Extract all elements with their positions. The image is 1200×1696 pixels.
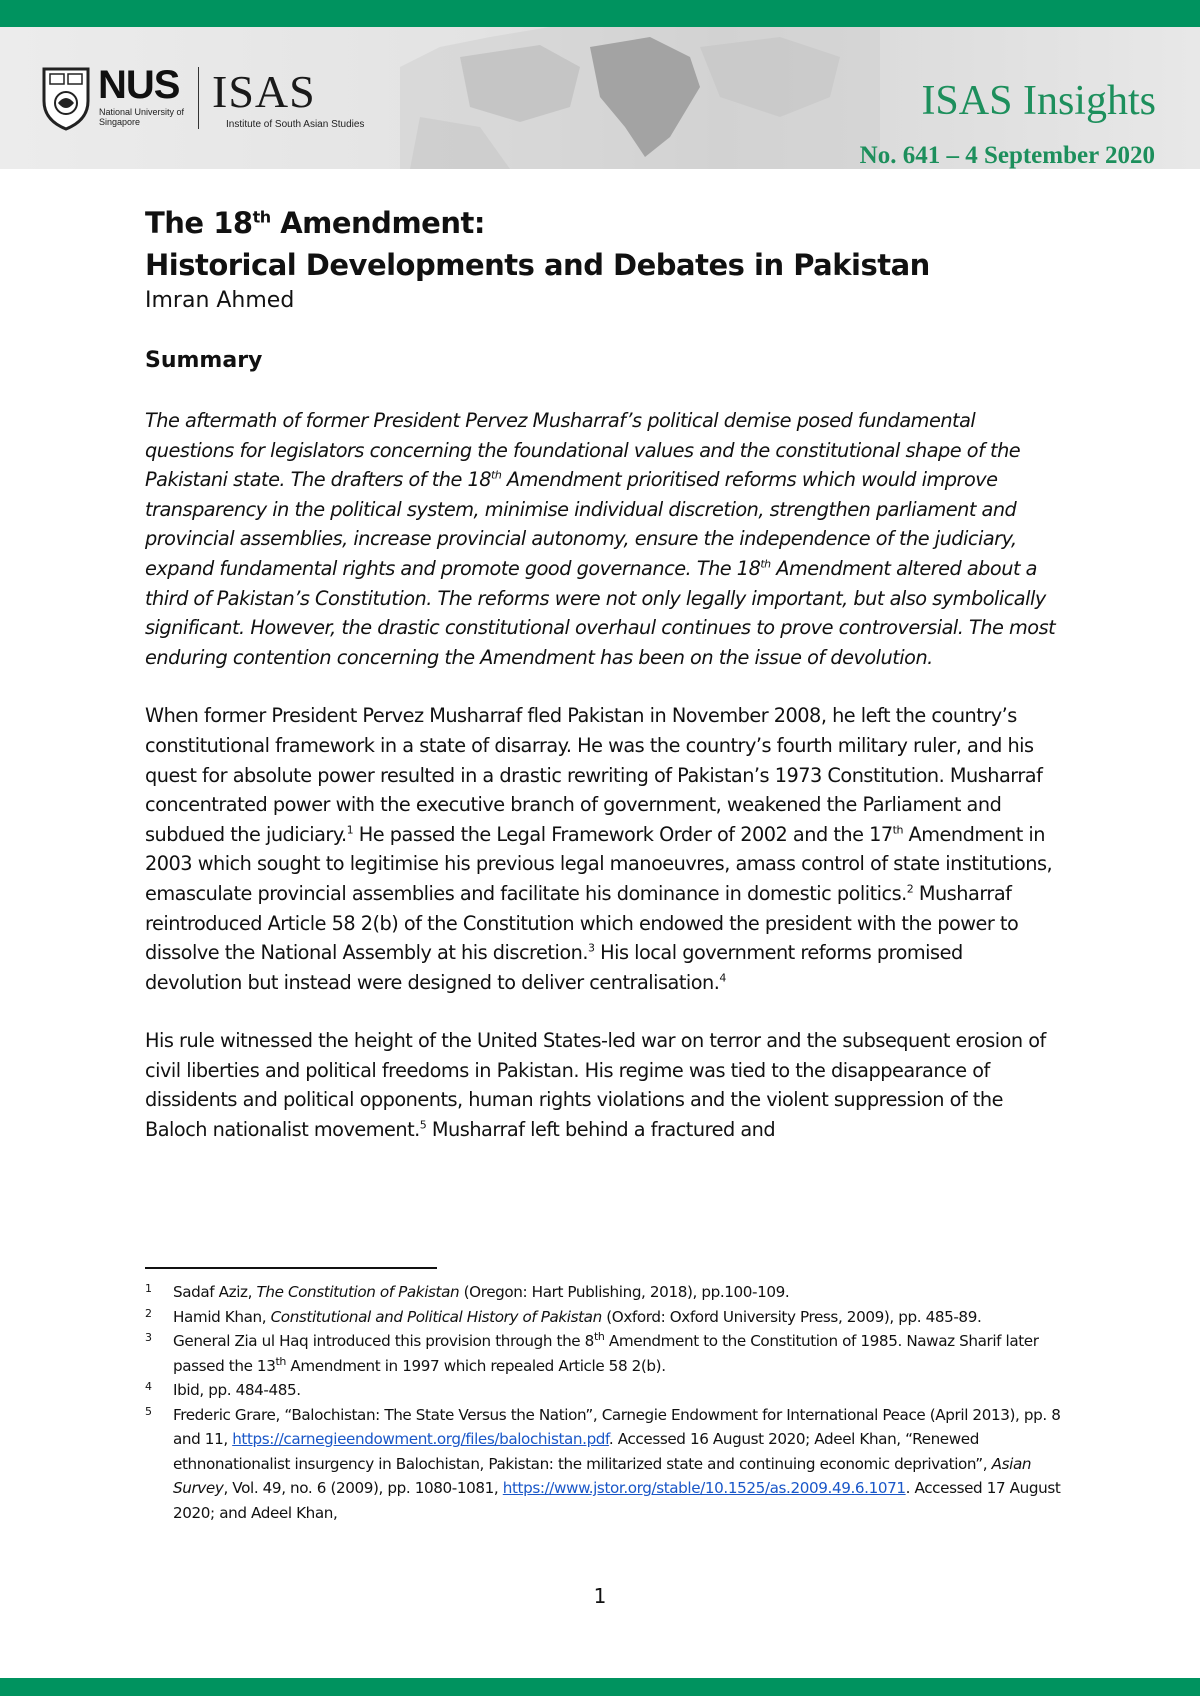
footnote-sup: th: [593, 1329, 605, 1343]
jstor-link[interactable]: https://www.jstor.org/stable/10.1525/as.2009.49.6.1071: [502, 1479, 906, 1497]
para1-text-b: He passed the Legal Framework Order of 2002 and the 17: [353, 822, 893, 846]
para1-text-d: Musharraf reintroduced Article 58 2(b) of the Constitution which endowed the president with the power to dissolve the National Assembly at his discretion.: [145, 881, 1019, 965]
footnote-1: [145, 1280, 1065, 1305]
footnotes: [145, 1280, 1065, 1525]
para1-sup-th: th: [892, 823, 903, 837]
footnote-text: (Oregon: Hart Publishing, 2018), pp.100-109.: [459, 1283, 790, 1301]
footnote-text: Amendment to the Constitution of 1985. Nawaz Sharif later passed the 13: [173, 1332, 1039, 1375]
footnote-number: 3: [145, 1331, 152, 1344]
isas-subtitle: Institute of South Asian Studies: [226, 119, 365, 130]
title-sup: th: [252, 207, 271, 227]
footnote-4: [145, 1378, 1065, 1403]
isas-logo-text: ISAS: [212, 66, 316, 117]
title-line2: Historical Developments and Debates in Pakistan: [145, 248, 930, 282]
footnote-book-title: The Constitution of Pakistan: [256, 1283, 460, 1301]
logo-divider: [198, 67, 199, 129]
logo-group: [40, 65, 400, 161]
summary-sup-2: th: [760, 557, 771, 571]
footnote-number: 2: [145, 1306, 152, 1320]
summary-heading: Summary: [145, 348, 263, 373]
footnote-text: . Accessed 17 August 2020; and Adeel Khan,: [173, 1479, 1061, 1522]
footnote-text: Amendment in 1997 which repealed Article 58 2(b).: [285, 1356, 666, 1375]
footnote-3: [145, 1329, 1065, 1378]
footnote-sup: th: [275, 1354, 286, 1368]
footnote-book-title: Constitutional and Political History of Pakistan: [270, 1307, 602, 1326]
footnote-text: . Accessed 16 August 2020; Adeel Khan, “Renewed ethnonationalist insurgency in Balochistan, Pakistan: the militarized state and continuing economic deprivation”,: [173, 1430, 992, 1473]
footnote-text: Frederic Grare, “Balochistan: The State Versus the Nation”, Carnegie Endowment for International Peace (April 2013), pp. 8 and 11,: [173, 1405, 1061, 1448]
title-line1-pre: The 18: [145, 206, 253, 240]
author-name: Imran Ahmed: [145, 288, 295, 313]
footnote-ref-3[interactable]: 3: [587, 941, 595, 955]
title-line1-post: Amendment:: [270, 206, 485, 240]
series-title: ISAS Insights: [921, 78, 1156, 124]
issue-number-date: No. 641 – 4 September 2020: [859, 142, 1155, 169]
footnote-separator: [145, 1267, 437, 1269]
footnote-number: 4: [145, 1380, 152, 1393]
nus-subtitle: National University of Singapore: [99, 107, 185, 127]
summary-text-3: Amendment altered about a third of Pakistan’s Constitution. The reforms were not only legally important, but also symbolically significant. However, the drastic constitutional overhaul continues to prove controversial. The most enduring contention concerning the Amendment has been on the issue of devolution.: [145, 556, 1056, 669]
carnegie-link[interactable]: https://carnegieendowment.org/files/balochistan.pdf: [232, 1430, 609, 1448]
para1-text-a: When former President Pervez Musharraf fled Pakistan in November 2008, he left the country’s constitutional framework in a state of disarray. He was the country’s fourth military ruler, and his quest for absolute power resulted in a drastic rewriting of Pakistan’s 1973 Constitution. Musharraf concentrated power with the executive branch of government, weakened the Parliament and subdued the judiciary.: [145, 704, 1043, 846]
summary-paragraph: [145, 406, 1065, 672]
footnote-text: Ibid, pp. 484-485.: [173, 1381, 301, 1399]
footnote-2: [145, 1305, 1065, 1330]
footnote-number: 5: [145, 1404, 152, 1418]
bottom-green-bar: [0, 1678, 1200, 1696]
top-green-bar: [0, 0, 1200, 27]
article-body: [145, 202, 1065, 1145]
para2-text-a: His rule witnessed the height of the United States-led war on terror and the subsequent erosion of civil liberties and political freedoms in Pakistan. His regime was tied to the disappearance of dissidents and political opponents, human rights violations and the violent suppression of the Baloch nationalist movement.: [145, 1029, 1046, 1142]
footnote-text: (Oxford: Oxford University Press, 2009), pp. 485-89.: [601, 1307, 982, 1326]
summary-text-2: Amendment prioritised reforms which would improve transparency in the political system, minimise individual discretion, strengthen parliament and provincial assemblies, increase provincial autonomy, ensure the independence of the judiciary, expand fundamental rights and promote good governance. The 18: [145, 468, 1017, 580]
footnote-text: , Vol. 49, no. 6 (2009), pp. 1080-1081,: [223, 1479, 503, 1497]
footnote-ref-4[interactable]: 4: [719, 971, 726, 985]
footnote-5: [145, 1403, 1065, 1526]
page-number: 1: [593, 1584, 607, 1608]
nus-crest-icon: [40, 65, 92, 131]
para1-text-e: His local government reforms promised devolution but instead were designed to deliver centralisation.: [145, 941, 963, 994]
footnote-text: Sadaf Aziz,: [173, 1283, 257, 1301]
footnote-text: Hamid Khan,: [173, 1307, 271, 1326]
header-banner: [0, 27, 1200, 169]
south-asia-map-graphic: [400, 27, 880, 169]
nus-logo-text: NUS: [98, 63, 180, 107]
article-title: [145, 202, 1065, 286]
summary-sup-1: th: [491, 468, 502, 482]
footnote-text: General Zia ul Haq introduced this provision through the 8: [173, 1332, 594, 1350]
footnote-journal-title: Asian Survey: [173, 1454, 1032, 1497]
footnote-number: 1: [145, 1282, 152, 1295]
footnote-ref-1[interactable]: 1: [346, 823, 354, 837]
footnote-ref-5[interactable]: 5: [419, 1118, 427, 1132]
body-paragraph-1: [145, 701, 1065, 997]
summary-text-1: The aftermath of former President Pervez Musharraf’s political demise posed fundamental questions for legislators concerning the foundational values and the constitutional shape of the Pakistani state. The drafters of the 18: [145, 409, 1021, 492]
body-paragraph-2: [145, 1026, 1065, 1144]
para1-text-c: Amendment in 2003 which sought to legitimise his previous legal manoeuvres, amass control of state institutions, emasculate provincial assemblies and facilitate his dominance in domestic politics.: [145, 822, 1053, 905]
footnote-ref-2[interactable]: 2: [906, 882, 914, 896]
para2-text-b: Musharraf left behind a fractured and: [426, 1118, 776, 1142]
